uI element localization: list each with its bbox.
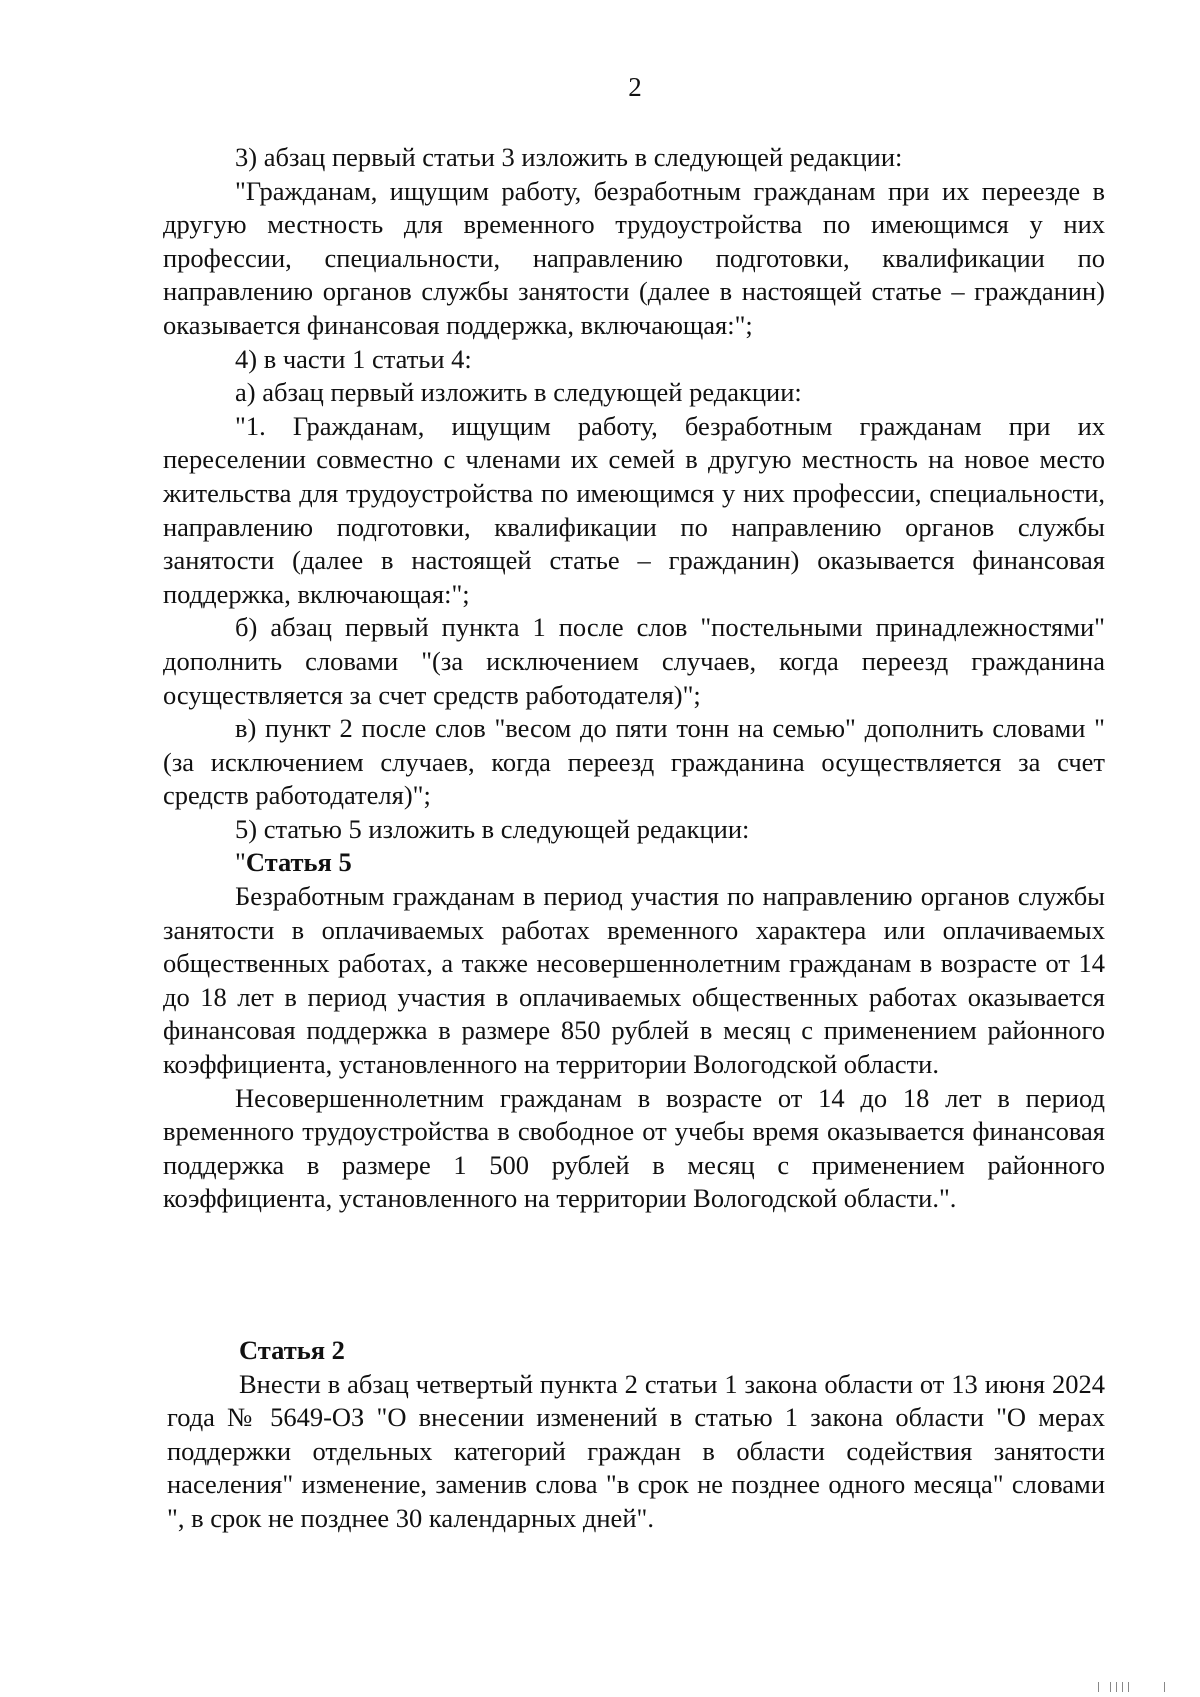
article5-paragraph-2: Несовершеннолетним гражданам в возрасте от 14 до 18 лет в период временного трудоустройства в свободное от учебы время оказывается финансовая поддержка в размере 1 500 рублей в месяц с применением районного коэффициента, установленного на территории Вологодской области.". [163, 1082, 1105, 1214]
article5-heading-text: Статья 5 [245, 847, 352, 878]
article2-heading: Статья 2 [239, 1335, 345, 1365]
article5-heading [163, 846, 1105, 880]
paragraph-item-5: 5) статью 5 изложить в следующей редакции: [235, 813, 750, 844]
article2-section [167, 1334, 1105, 1536]
paragraph-item-4: 4) в части 1 статьи 4: [235, 343, 472, 374]
page-number: 2 [628, 72, 642, 102]
article5-open-quote: " [235, 847, 246, 878]
scan-marks [1098, 1678, 1168, 1692]
article5-paragraph-1: Безработным гражданам в период участия по направлению органов службы занятости в оплачиваемых работах временного характера или оплачиваемых общественных работах, а также несовершеннолетним гражданам в возрасте от 14 до 18 лет в период участия в оплачиваемых общественных работах оказывается финансовая поддержка в размере 850 рублей в месяц с применением районного коэффициента, установленного на территории Вологодской области. [163, 881, 1105, 1080]
document-body [163, 141, 1105, 1216]
paragraph-article3-text: "Гражданам, ищущим работу, безработным гражданам при их переезде в другую местность для временного трудоустройства по имеющимся у них профессии, специальности, направлению подготовки, квалификации по направлению органов службы занятости (далее в настоящей статье – гражданин) оказывается финансовая поддержка, включающая:"; [163, 175, 1105, 340]
paragraph-item-4b: б) абзац первый пункта 1 после слов "постельными принадлежностями" дополнить словами "(за исключением случаев, когда переезд гражданина осуществляется за счет средств работодателя)"; [163, 612, 1105, 710]
paragraph-item-4v: в) пункт 2 после слов "весом до пяти тонн на семью" дополнить словами "(за исключением случаев, когда переезд гражданина осуществляется за счет средств работодателя)"; [163, 713, 1105, 811]
paragraph-article4-text: "1. Гражданам, ищущим работу, безработным гражданам при их переселении совместно с членами их семей в другую местность на новое место жительства для трудоустройства по имеющимся у них профессии, специальности, направлению подготовки, квалификации по направлению органов службы занятости (далее в настоящей статье – гражданин) оказывается финансовая поддержка, включающая:"; [163, 410, 1105, 609]
paragraph-item-3: 3) абзац первый статьи 3 изложить в следующей редакции: [235, 142, 903, 172]
paragraph-item-4a: а) абзац первый изложить в следующей редакции: [235, 377, 802, 408]
article2-paragraph: Внести в абзац четвертый пункта 2 статьи 1 закона области от 13 июня 2024 года № 5649-ОЗ "О внесении изменений в статью 1 закона области "О мерах поддержки отдельных категорий граждан в области содействия занятости населения" изменение, заменив слова "в срок не позднее одного месяца" словами ", в срок не позднее 30 календарных дней". [167, 1368, 1105, 1533]
